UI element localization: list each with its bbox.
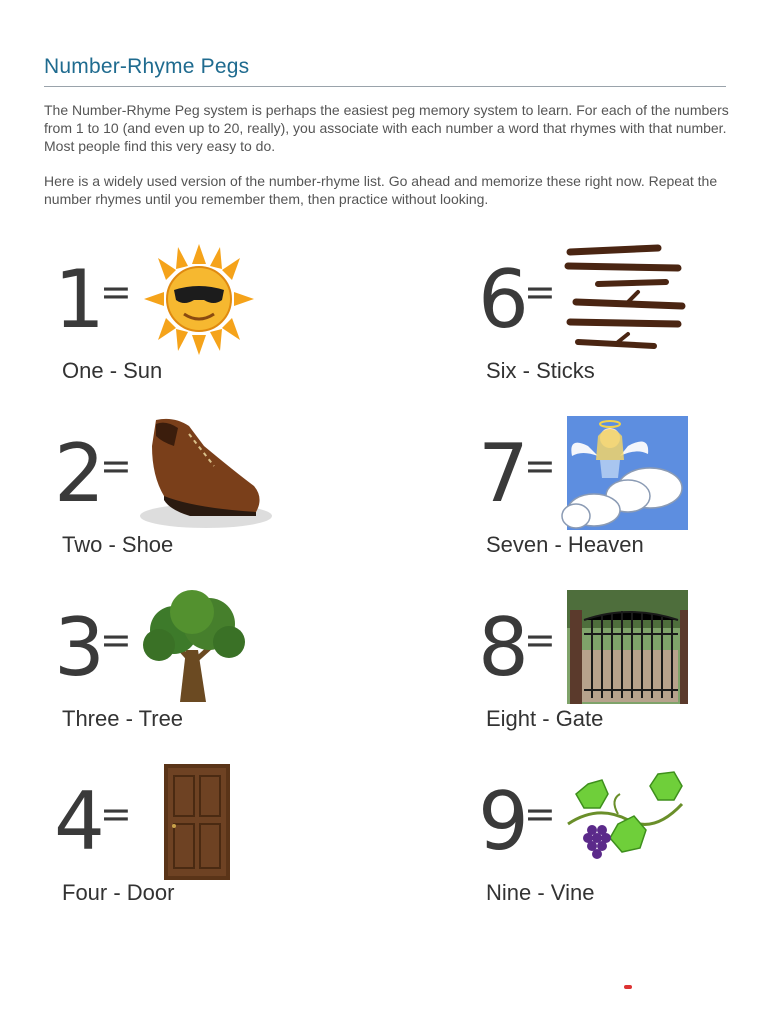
peg-item-2	[44, 416, 364, 586]
peg-number: 7	[478, 427, 529, 520]
sun-with-sunglasses-icon	[134, 242, 274, 362]
iron-gate-icon	[558, 590, 698, 710]
equals-sign: =	[524, 270, 556, 314]
peg-label: Seven - Heaven	[486, 532, 644, 557]
peg-label: Two - Shoe	[62, 532, 174, 557]
peg-label: Eight - Gate	[486, 706, 604, 731]
equals-sign: =	[524, 618, 556, 662]
peg-item-3	[44, 590, 364, 760]
intro-paragraph-1: The Number-Rhyme Peg system is perhaps the easiest peg memory system to learn. For each of the numbers from 1 to 10 (and even up to 20, really), you associate with each number a word that rhymes with that number. Most people find this very easy to do.	[44, 102, 729, 154]
angel-on-clouds-icon	[558, 416, 698, 536]
door-icon	[134, 764, 274, 884]
peg-label: Three - Tree	[62, 706, 184, 731]
peg-item-1	[44, 242, 364, 412]
grape-vine-icon	[558, 764, 698, 884]
peg-item-8	[468, 590, 768, 760]
equals-sign: =	[524, 792, 556, 836]
peg-label: One - Sun	[62, 358, 163, 383]
peg-number: 9	[478, 775, 529, 868]
peg-number: 3	[54, 601, 105, 694]
equals-sign: =	[524, 444, 556, 488]
sticks-icon	[558, 242, 698, 362]
shoe-icon	[134, 416, 274, 536]
peg-label: Four - Door	[62, 880, 175, 905]
equals-sign: =	[100, 792, 132, 836]
peg-number: 1	[54, 253, 105, 346]
peg-number: 2	[54, 427, 105, 520]
intro-paragraph-2: Here is a widely used version of the number-rhyme list. Go ahead and memorize these right now. Repeat the number rhymes until you remember them, then practice without looking.	[44, 173, 718, 207]
peg-item-7	[468, 416, 768, 586]
peg-number: 8	[478, 601, 529, 694]
peg-label: Six - Sticks	[486, 358, 595, 383]
tree-icon	[134, 590, 274, 710]
peg-number: 6	[478, 253, 529, 346]
equals-sign: =	[100, 444, 132, 488]
peg-item-9	[468, 764, 768, 934]
equals-sign: =	[100, 270, 132, 314]
peg-item-6	[468, 242, 768, 412]
peg-item-4	[44, 764, 364, 934]
page-title: Number-Rhyme Pegs	[44, 55, 250, 78]
equals-sign: =	[100, 618, 132, 662]
page-corner-mark	[624, 985, 632, 989]
title-divider	[44, 86, 726, 87]
peg-label: Nine - Vine	[486, 880, 595, 905]
peg-number: 4	[54, 775, 105, 868]
